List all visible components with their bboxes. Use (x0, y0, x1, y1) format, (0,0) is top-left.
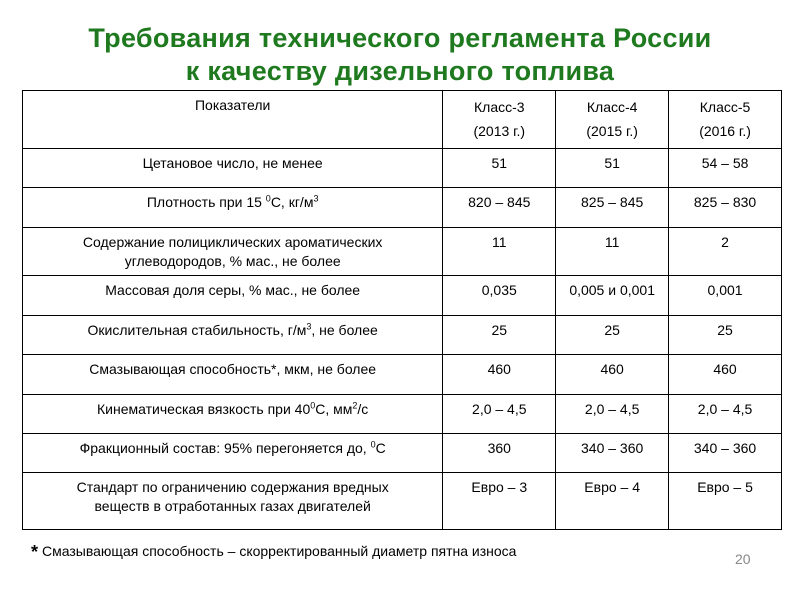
cell-class-5: 2,0 – 4,5 (669, 395, 782, 434)
cell-class-5: 460 (669, 355, 782, 395)
cell-class-5: Евро – 5 (669, 473, 782, 530)
cell-class-3: Евро – 3 (443, 473, 556, 530)
cell-class-4: 51 (556, 149, 669, 188)
header-class-5-year: (2016 г.) (699, 123, 751, 139)
slide-number: 20 (735, 551, 751, 567)
header-class-5-name: Класс-5 (699, 99, 751, 115)
table-row-lubricity (23, 355, 782, 395)
cell-class-5: 54 – 58 (669, 149, 782, 188)
cell-class-3: 0,035 (443, 276, 556, 316)
header-class-4-name: Класс-4 (586, 99, 638, 115)
footnote-asterisk: * (31, 542, 39, 562)
cell-class-3: 2,0 – 4,5 (443, 395, 556, 434)
cell-class-4: Евро – 4 (556, 473, 669, 530)
cell-class-5: 2 (669, 228, 782, 276)
header-class-4 (556, 91, 669, 149)
cell-class-4: 2,0 – 4,5 (556, 395, 669, 434)
header-class-4-year: (2015 г.) (586, 123, 638, 139)
cell-class-3: 820 – 845 (443, 188, 556, 228)
table-row-sulfur (23, 276, 782, 316)
cell-class-3: 51 (443, 149, 556, 188)
header-class-5 (669, 91, 782, 149)
requirements-table (22, 90, 782, 530)
cell-class-5: 825 – 830 (669, 188, 782, 228)
cell-class-4: 825 – 845 (556, 188, 669, 228)
header-class-3 (443, 91, 556, 149)
row-label: Кинематическая вязкость при $40^0С$, $мм^2/с$ (23, 395, 443, 434)
header-class-3-name: Класс-3 (474, 99, 525, 115)
table-row-aromatics (23, 228, 782, 276)
slide-title (0, 22, 800, 88)
row-label: Стандарт по ограничению содержания вредных веществ в отработанных газах двигателей (23, 473, 443, 530)
cell-class-3: 11 (443, 228, 556, 276)
cell-class-4: 11 (556, 228, 669, 276)
cell-class-3: 460 (443, 355, 556, 395)
row-label: Содержание полициклических ароматических углеводородов, % мас., не более (23, 228, 443, 276)
table-row-euro-standard (23, 473, 782, 530)
header-class-3-year: (2013 г.) (473, 123, 526, 139)
cell-class-3: 360 (443, 434, 556, 473)
cell-class-5: 0,001 (669, 276, 782, 316)
table-header-row (23, 91, 782, 149)
cell-class-4: 0,005 и 0,001 (556, 276, 669, 316)
cell-class-4: 460 (556, 355, 669, 395)
table-row-density (23, 188, 782, 228)
cell-class-5: 25 (669, 316, 782, 355)
footnote (31, 542, 516, 563)
header-indicator: Показатели (23, 91, 443, 149)
table-row-cetane (23, 149, 782, 188)
cell-class-4: 25 (556, 316, 669, 355)
cell-class-3: 25 (443, 316, 556, 355)
row-label: Массовая доля серы, % мас., не более (23, 276, 443, 316)
footnote-text: Смазывающая способность – скорректированный диаметр пятна износа (42, 543, 517, 559)
table-row-oxidation (23, 316, 782, 355)
row-label: Окислительная стабильность, $г/м^3$, не более (23, 316, 443, 355)
row-label: Смазывающая способность*, мкм, не более (23, 355, 443, 395)
table-row-viscosity (23, 395, 782, 434)
row-label: Плотность при 15 $^0$С, $кг/м^3$ (23, 188, 443, 228)
slide-title-line-2: к качеству дизельного топлива (185, 56, 615, 86)
cell-class-4: 340 – 360 (556, 434, 669, 473)
slide-title-line-1: Требования технического регламента России (88, 23, 712, 53)
cell-class-5: 340 – 360 (669, 434, 782, 473)
row-label: Фракционный состав: 95% перегоняется до, $^0$С (23, 434, 443, 473)
table-row-distillation (23, 434, 782, 473)
row-label: Цетановое число, не менее (23, 149, 443, 188)
